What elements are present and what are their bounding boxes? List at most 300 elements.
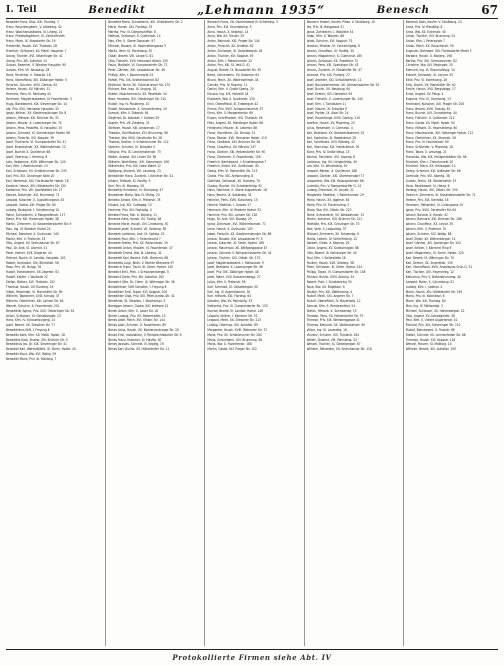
directory-entry: Emil, Oberoffizial, III. Erdbergstr. 42 — [207, 101, 259, 106]
directory-columns — [6, 20, 498, 646]
directory-entry: Josef, Kellner, I. Kärntner Ring 9 — [405, 246, 452, 251]
directory-entry: Wilhelmine, Priv. XIX. Hohe Warte 12 — [108, 164, 161, 169]
directory-entry: Christine, Ww. XIII. Maxingstr. 20 — [405, 63, 453, 68]
directory-entry: Ernst, Angest. XV. Pelzg. 4 — [405, 92, 444, 97]
directory-entry: Karl, Schriftsetz. XVII. Rötzerg. 42 — [306, 140, 355, 145]
directory-entry: Johann, Schmied, XI. Simmeringer Hptstr. 96 — [6, 130, 70, 135]
page-title: „Lehmann 1935“ — [197, 3, 326, 17]
directory-entry: Sophie, Priv. VII. Zieglerg. 31 — [108, 121, 150, 126]
directory-entry: Ernst, Kfm. V. Margaretenstr. 69 — [207, 111, 253, 116]
directory-entry: Isidor, Kfm. II. Taborstr. 88 — [306, 34, 345, 39]
directory-entry: Friedrich, Bankbeamt. I. Schottengasse 7 — [207, 159, 267, 164]
directory-entry: Klara, Priv. IV. Große Neug. 15 — [306, 149, 350, 154]
directory-entry: Benedikts Alois, Eisenb. XXI. Brünner Str. 3 — [6, 337, 68, 342]
directory-entry: Benediktiner, Stift Schotten, I. Freyung 6 — [108, 284, 167, 289]
directory-entry: Wilhelm, Oberlehrer, XIII. Lainzer Str. 64 — [6, 299, 64, 304]
directory-entry: Richard, Buchh. III. Landstr. Hauptstr. 101 — [6, 255, 66, 260]
directory-entry: Vinzenz, Schuhm. XVI. Thaliastr. 164 — [306, 332, 360, 337]
directory-entry: Oskar, Angest. XV. Goldschlagstr. 88 — [306, 246, 359, 251]
directory-entry: Friedrich, Kfm. I. Fleischmarkt 20 — [405, 159, 454, 164]
directory-entry: Gisela, Priv. XIX. Armbrusterg. 8 — [207, 174, 254, 178]
directory-entry: Richard, Bez.-Insp. III. Ungarg. 18 — [108, 87, 157, 92]
directory-entry: Ladislaus, Ing. XII. Längenfeldg. 49 — [306, 159, 357, 164]
directory-entry: Johann, Kutscher, XI. Simm. Hptstr. 188 — [207, 241, 264, 246]
directory-entry: Katharina, Priv. V. Siebenbrunneng. 40 — [405, 275, 461, 280]
directory-entry: Gustav, Buchdr. VII. Schottenfeldg. 92 — [207, 183, 262, 188]
directory-entry: Eduard, Schlosser, XI. Lorystr. 55 — [405, 72, 454, 77]
directory-entry: Martha, Priv. III. Dampfschiffstr. 8 — [108, 29, 156, 34]
directory-entry: Bertha, Priv. XIX. Gymnasiumstr. 62 — [405, 58, 457, 63]
directory-entry: Benedikter Olga, Priv. XIX. Peter-Jordan-Str. 41 — [108, 294, 175, 299]
directory-entry: Josef, Gärtner, XIII. Speisinger Str. 104 — [405, 241, 461, 246]
directory-entry: Daniel, Kfm. II. Große Sperlg. 20 — [207, 87, 254, 92]
directory-entry: Samuel, Kfm. II. Rembrandtstr. 24 — [306, 303, 356, 308]
directory-entry: Jakob, Fleischh. XX. Klosterneuburger Str. 88 — [207, 231, 272, 236]
directory-entry: Anton, Schlosser, XI. Geiselbergstr. 18 — [207, 48, 263, 53]
directory-entry: Franz, Waschanstaltsbes. III. Linkeg. 14 — [6, 29, 63, 34]
directory-entry: Benes Franz, Kutscher, XI. Hauffg. 40 — [108, 337, 162, 342]
directory-entry: Friedrich, Mech. XX. Hellwagstr. 12 — [405, 164, 456, 169]
directory-entry: Anton, Bahnarb. XXI. Prager Str. 144 — [207, 39, 260, 44]
directory-entry: Peter, Gärtner, XXI. Leopoldauer Str. 46 — [108, 68, 165, 73]
directory-entry: Anton, Priv. XIII. St. Veit-G. 41 — [207, 63, 250, 68]
directory-entry: Ludwig, Drechsler, XI. Lorystr. 21 — [306, 188, 354, 193]
directory-entry: Johann, Maurer, X. Laxenburger Str. 74 — [6, 121, 62, 126]
directory-entry: Valentin, Schuhm. XI. Enkplatz 4 — [108, 145, 155, 150]
directory-entry: Michael, Schlosser, XII. Hohenbergstr. 22 — [405, 308, 465, 313]
directory-entry: Karl, Schlosser, XII. Schönbrunner Str. 233 — [6, 169, 67, 174]
directory-entry: Benecke Marie, Haush. XVI. Lindauerg. 30 — [108, 222, 169, 227]
directory-entry: Rudolf, Mech. XXI. Angerer Str. 7 — [306, 294, 354, 299]
directory-entry: Martin, Kutscher, XXI. Brünner Str. 121 — [306, 217, 363, 222]
directory-entry: August, Beamt. IX. Nussdorfer Str. 30 — [207, 68, 261, 73]
directory-entry: Barbara, Haush. X. Keplerg. 198 — [405, 53, 452, 58]
directory-entry: Benedikter Maria, Ww. IV. Mühlg. 20 — [108, 193, 160, 198]
directory-entry: Franz, Chauffeur, XV. Märzstr. 147 — [207, 145, 256, 150]
directory-entry: Heinrich, Schuhm. XVIII. Gentzg. 62 — [6, 82, 58, 87]
directory-entry: Benedikt Maria, Schneiderin, XIII. Hütteldorfer Str. 2 — [108, 20, 183, 24]
directory-entry: Ferdinand, Kutscher, XXI. Prager Str. 200 — [405, 101, 465, 106]
directory-entry: Benes Jaroslav, Schneid. III. Kegelg. 19 — [108, 342, 164, 347]
directory-entry: Friederike, Haush. XVI. Thaliastr. 28 — [6, 44, 57, 49]
directory-entry: Josef, Fleischh. X. Laxenburger Str. 140 — [306, 97, 363, 101]
directory-entry: Benedikt Klara, Ww. XVI. Wattg. 59 — [6, 352, 57, 357]
directory-entry: Josef, Maurer, XI. Enkplatz 9 — [306, 106, 347, 111]
directory-entry: Stefan, Schneid. VII. Lerchenfelder Str. 88 — [405, 332, 466, 337]
directory-entry: Maria, Ww. XVI. Ottakr. Str. 223 — [306, 207, 352, 212]
directory-entry: Mathilde, Priv. XIX. Grinzinger Str. 70 — [306, 222, 360, 227]
directory-entry: Rosa, Priv. VII. Burgg. 78 — [6, 265, 42, 270]
directory-entry: Franz, Fleischh. X. Quellenstr. 212 — [405, 116, 455, 121]
directory-entry: Therese, Priv. XIX. Weinberggasse 41 — [306, 318, 360, 323]
directory-entry: Robert, Maschinenschl. XX. Pasettistr. 44 — [108, 92, 167, 97]
directory-entry: Karl, Bahnbed. XX. Nordwestbahnstr. 19 — [306, 130, 365, 135]
directory-entry: Benedikter Emil, Tapez. XVI. Koppstr. 100 — [108, 289, 168, 294]
directory-entry: Johann, Schlosser, XX. Pasettistr. 72 — [306, 58, 359, 63]
directory-entry: Franz, Oberlehrer, XX. Denisg. 31 — [207, 130, 256, 135]
directory-entry: Viktoria, Priv. IX. Liechtensteinstr. 73 — [108, 149, 161, 154]
directory-entry: Max, Ing. IV. Wiedner Gürtel 24 — [6, 226, 51, 231]
directory-entry: Irene, Haush. X. Gudrunstr. 103 — [207, 226, 253, 231]
directory-entry: Benediktiner-Stift, I. Freyung 6 — [6, 328, 50, 332]
directory-entry: Hedwig, Haush. XVI. Ottakr. Str. 250 — [405, 188, 458, 193]
part-label: I. Teil — [6, 5, 37, 15]
directory-entry: Ignaz, Kellner, XX. Klosterneuburger Str. 8 — [6, 111, 67, 116]
directory-entry: Josef, Oberinsp. I. Herreng. 6 — [6, 154, 48, 159]
directory-entry: Leopold, Gärtner, XXI. Stammersdorf 77 — [306, 174, 365, 178]
directory-entry: Anton, Mech. XX. Rauscherstr. 50 — [405, 44, 454, 49]
page-number: 67 — [481, 3, 498, 17]
directory-entry: Julius, Kfm. II. Praterstr. 56 — [207, 279, 246, 284]
directory-entry: Camilla, Priv. IV. Rainerg. 11 — [207, 82, 248, 87]
page-header — [6, 2, 498, 19]
directory-entry: Marie, Priv. XIII. Hietzinger Hptstr. 38 — [6, 217, 59, 222]
directory-entry: Benedict Emil, Prok. I. Schwarzenbergpl. 5 — [108, 270, 169, 275]
directory-entry: Julie, Hebamme, XVIII. Währinger Str. 120 — [6, 159, 66, 164]
directory-entry: Johann, Chauffeur, XX. Leystr. 55 — [405, 222, 454, 227]
directory-entry: Jakob, Schuhm. XVI. Koppstr. 75 — [306, 39, 353, 44]
directory-entry: Anna, Haush. X. Keplerpl. 14 — [207, 29, 249, 34]
directory-entry: Benesch Franz, Sb. Gemeinderat IV. Schelleing. 3 — [207, 20, 278, 24]
directory-entry: Josef, Bahnbed. X. Laxenburger Str. 96 — [207, 265, 263, 270]
directory-entry: Eugenie, Priv. IX. Garnisong. 13 — [405, 97, 451, 101]
directory-entry: Margarete, Haush. XVIII. Weimarer Str. 72 — [207, 328, 268, 332]
directory-entry: Johann, Bahnarb. XXI. Brünner Str. 188 — [405, 217, 462, 222]
directory-entry: Ferdinand, Maurer, XI. Leberstr. 88 — [207, 125, 257, 130]
column-4 — [304, 20, 399, 646]
directory-entry: Karoline, Ww. XV. Reindorfg. 33 — [207, 299, 253, 304]
directory-entry: Wilhelm, Tapezierer, XVIII. Kreuzg. 37 — [6, 294, 60, 299]
directory-entry: Maria, Priv. XII. Schönbrunner Str. 280 — [207, 332, 262, 337]
directory-entry: Elise, Priv. VI. Esterhazyg. 26 — [405, 77, 448, 82]
directory-entry: Benes Alois, Schuhm. X. Favoritenstr. 89 — [108, 323, 166, 328]
directory-entry: Oskar, Beamt. VIII. Lange G. 61 — [108, 53, 154, 58]
directory-entry: Franz, Friedhofsgärtner, XI. Zentralfriedh. — [6, 34, 66, 39]
directory-entry: Benesch Hubert, Kaufm. Pläze. V. Straßburg. 10 — [306, 20, 375, 24]
directory-entry: Anton, Fleischh. XII. Arndtstr. 62 — [207, 44, 254, 49]
directory-entry: Franz, Priv. IV. Favoritenstr. 60 — [405, 140, 449, 145]
directory-entry: Paul, Kfm. II. Untere Augartenstr. 41 — [405, 318, 458, 323]
directory-entry: Anton, Tischler, XVI. Koppstr. 59 — [207, 53, 254, 58]
directory-entry: Norbert, Elektr. X. Keplerg. 26 — [306, 241, 350, 246]
directory-entry: Reinhold, Techn. XII. Schönbrunner Str. 270 — [108, 82, 171, 87]
directory-entry: Georg, Kfm. VI. Mariahilfer Str. 115 — [207, 169, 258, 174]
directory-entry: Benecke Hans, Konstr. XII. Tivolig. 48 — [108, 217, 162, 222]
directory-entry: Karl, Schmied, XI. Geiselbergstr. 50 — [207, 284, 258, 289]
directory-entry: Theodor, Pens. XII. Hetzendorfer Str. 70 — [306, 313, 364, 318]
directory-entry: Anna, Priv. IV. Rienößlg. 8 — [405, 24, 443, 29]
directory-entry: Franz, Oberlehrer, XX. Stromstr. 26 — [405, 135, 456, 140]
directory-entry: Josef, Beamt. XX. Dresdner Str. 77 — [6, 323, 56, 328]
directory-entry: Max, Kfm. II. Obere Donaustr. 97 — [108, 39, 155, 44]
directory-entry: Konrad, Drechsler, XVI. Brunneng. 71 — [6, 193, 60, 198]
directory-entry: Martin, Zimmerm. XI. Kaiserebersdorfer Str. 9 — [6, 222, 72, 227]
directory-entry: Josef, Buchh. VII. Neubaug. 64 — [306, 87, 350, 92]
directory-entry: Richard, Buchb. XVIII. Antong. 34 — [306, 275, 355, 280]
column-3 — [204, 20, 299, 646]
directory-entry: Rudolf, Kaufm. I. Wollzeile 22 — [6, 275, 48, 280]
directory-entry: Leopold, Mech. XX. Dresdner Str. 113 — [207, 318, 261, 323]
directory-entry: Rosa, Ww. XX. Brigittapl. 9 — [306, 284, 345, 289]
column-5 — [403, 20, 498, 646]
directory-entry: Josef, Kfm. I. Tuchlauben 11 — [306, 101, 347, 106]
directory-entry: Gertrude, Priv. VIII. Albertg. 38 — [405, 174, 450, 178]
directory-entry: Paul, Kfm. I. Seilerstätte 16 — [306, 255, 346, 260]
directory-entry: Josef, Priv. XIX. Döblinger Hptstr. 48 — [207, 270, 259, 275]
directory-entry: Georg, Schmied, XXI. Jedleseer Str. 66 — [405, 169, 461, 174]
directory-entry: Benedek Josef, Schneid. VII. Seideng. 38 — [108, 226, 167, 231]
directory-entry: Wenzel, Maurer, XI. Molitorg. 14 — [405, 342, 452, 347]
directory-entry: Georg, Tischler, XVI. Ottakringer Str. 41 — [6, 53, 63, 58]
directory-entry: Ludwig, Kfm. I. Judenpl. 4 — [405, 284, 443, 289]
directory-entry: Maria, Priv. IX. Pulverturmg. 5 — [306, 202, 350, 207]
directory-entry: Maria, Priv. III. Kolonitzpl. 6 — [405, 294, 445, 299]
directory-entry: Johann, Fleischh. XVI. Koppstr. 39 — [6, 135, 54, 140]
directory-entry: Thomas, Kellner, V. Schönbrunner Str. 112 — [108, 140, 169, 145]
directory-entry: Marie, Haush. XXI. Floridsg. 33 — [108, 24, 153, 29]
directory-entry: Otto, Angest. XV. Schweglerstr. 36 — [405, 313, 455, 318]
directory-entry: Hans, Kfm. IV. Schaumburgerg. 14 — [6, 318, 56, 323]
directory-entry: Heinrich, Pens. XVIII. Kutscherg. 15 — [207, 198, 258, 203]
footer-note: Protokollierte Firmen siehe Abt. IV — [172, 652, 332, 662]
directory-entry: Wenzel, Tischler, XI. Geiselbergstr. 67 — [306, 342, 361, 347]
directory-entry: Ludwig, Bankprok. I. Schottenring 10 — [6, 207, 59, 212]
directory-entry: Hans, Techniker, II. Taborstr. 18 — [6, 72, 51, 77]
directory-entry: Emilie, Haush. XVII. Bergsteigg. 17 — [405, 87, 456, 92]
directory-entry: Rudolf, Oberoffizial, IV. Mayerhofg. 12 — [306, 299, 361, 304]
directory-entry: Josefine, Haush. XV. Pilgerimg. 23 — [306, 121, 355, 126]
directory-entry: Paul, Dr. Arzt, IX. Alserstr. 41 — [6, 246, 48, 251]
directory-entry: Josef, Bauunternehmer, XII. Altmannsdorfer Str. 52 — [306, 82, 380, 87]
directory-entry: Ida, Priv. XVII. Hernalser Hauptstr. 52 — [6, 106, 60, 111]
directory-entry: Leopold, Maler, X. Columbusg. 52 — [405, 279, 455, 284]
directory-entry: Karl, Werkmstr. XXI. Floridsdorfer Hptstr. 18 — [6, 178, 69, 183]
directory-entry: Walter, Angest. XIV. Linzer Str. 38 — [108, 154, 157, 159]
directory-entry: Johann, Schuhm. XVI. Wattg. 88 — [405, 231, 452, 236]
directory-entry: Hermine, Priv. XIII. Fasholdg. 4 — [108, 207, 152, 212]
directory-entry: Karl, Beamt. IX. Währinger Str. 70 — [405, 255, 455, 260]
directory-entry: Rudolf, Bahnbeamt. X. Sonnleithnerg. 29 — [108, 106, 167, 111]
directory-entry: Gustav, Kfm. VII. Neubaug. 28 — [6, 68, 50, 73]
directory-entry: Franz, Straßenb. XXI. Brünner Str. 58 — [207, 140, 261, 145]
directory-entry: Emma, Priv. XVIII. Schopenhauerstr. 57 — [207, 106, 264, 111]
directory-entry: Franz, Rauchfangkehr., V. Arbeiterg. 42 — [6, 24, 62, 29]
directory-entry: Max, Vertr. II. Leopoldsg. 37 — [306, 226, 347, 231]
directory-entry: Karoline, Haush. XIV. Hütteldorfer Str. 150 — [6, 183, 67, 188]
directory-entry: Maria, Schneiderin, XVI. Brunneng. 48 — [207, 337, 263, 342]
directory-entry: Julius, Reisender, II. Czerninpl. 4 — [306, 125, 353, 130]
directory-entry: Leopold, Kellner, I. Kärntner Str. 51 — [207, 313, 258, 318]
directory-entry: Gottfried, Schlosser, XII. Ruckerg. 70 — [207, 178, 260, 183]
directory-entry: Benes Karl, Buchb. XV. Hütteldorfer Str. 11 — [108, 347, 170, 352]
column-1 — [6, 20, 101, 646]
directory-entry: Marie, Schneiderin, VII. Westbahnstr. 13 — [306, 212, 364, 217]
directory-entry: Leopold, Gastw. XXI. Prager Str. 60 — [6, 202, 56, 207]
directory-entry: Edmund, Ing. III. Rasumofskyg. 14 — [405, 68, 455, 73]
directory-entry: Marie, Schneiderin, V. Margaretenstr. 117 — [6, 212, 66, 217]
directory-entry: Otto, Angest. XV. Sechshauser Str. 87 — [6, 241, 60, 246]
directory-entry: Benedetti Karl, Beamt. XVIII. Martinstr. 88 — [108, 255, 169, 260]
directory-entry: Philipp, Tapez. VI. Gumpendorfer Str. 158 — [306, 270, 366, 275]
directory-entry: Johanna, Priv. XIX. Pyrkerg. 27 — [306, 72, 350, 77]
directory-entry: Hermann, Reisender, VI. Liniengasse 19 — [405, 202, 464, 207]
directory-entry: Johann, Bauarb. XXI. Leopoldauer Pl. 5 — [207, 236, 263, 241]
directory-entry: Benedetto Luigi, Bildh. V. Rechte Wienzeile 97 — [108, 260, 175, 265]
directory-entry: Johann, Bauarb. X. Raxstr. 42 — [405, 212, 448, 217]
directory-entry: Franz, Buchdr. XVI. Grundsteing. 44 — [405, 111, 457, 116]
directory-entry: Josef, Rauchfangk. XVIII. Gentzg. 110 — [306, 116, 360, 121]
directory-entry: Michael, Zimmerm. XII. Schwenkg. 6 — [306, 231, 359, 236]
directory-entry: Benedikter Agnes, Priv. XVII. Ottakringer Str. 92 — [6, 308, 75, 313]
directory-entry: Benes Anna, Haush. XX. Klosterneuburger Str. 20 — [108, 328, 179, 332]
directory-entry: Walter, Student, VIII. Piaristeng. 43 — [306, 337, 357, 342]
directory-entry: Benegger Johann, Gastw. XXI. Jedlesee 12 — [108, 303, 169, 308]
directory-entry: Benedikt Alois, Kfm. XII. Meidl. Hptstr. 18 — [6, 332, 65, 337]
directory-entry: Franz, Maurerpolier, XIII. Hietzinger Hptstr. 112 — [405, 130, 474, 135]
directory-entry: Robert, Kontrollor, XIX. Billrothstr. 56 — [6, 260, 59, 265]
directory-entry: Richard, Priv. XIX. Sieveringer Str. 110 — [405, 323, 461, 328]
directory-entry: Hans, Bankbeamt. III. Hetzg. 6 — [405, 183, 450, 188]
directory-entry: Hans, Beamt. IX. Sobieskig. 34 — [207, 193, 252, 198]
directory-entry: Jaroslav, Musiker, III. Sechskrügelg. 8 — [306, 44, 360, 49]
directory-entry: Johann, Pens. Postoffiz. III. Hauptstr. 33 — [6, 125, 62, 130]
directory-entry: Franz, Hilfsarb. XI. Hasenleiteng. 60 — [405, 125, 458, 130]
directory-entry: Benedetti Emma, Ww. III. Löweng. 41 — [108, 251, 162, 255]
directory-entry: Franz, Zimmerm. X. Favoritenstr. 156 — [207, 154, 261, 159]
directory-entry: Hans, Fabrikant, II. Obere Augartenstr. 18 — [207, 188, 267, 193]
directory-entry: Eduard, Ing. XIX. Hofzeile 18 — [207, 92, 249, 97]
directory-entry: Wilhelm, Beamt. XIII. Auhofstr. 190 — [405, 347, 456, 352]
directory-entry: Rafael, Priv. XIX. Krottenbachstr. 82 — [108, 77, 160, 82]
directory-entry: Benedix Arnold, Kfm. II. Praterstr. 78 — [108, 198, 161, 203]
directory-entry: Benedikt Franz, Disp. XXI. Floridsg. 3 — [6, 20, 59, 24]
directory-entry: Franz, Gastw. XII. Meidl. Hptstr. 90 — [405, 121, 455, 126]
directory-entry: Emil, Buchh. VII. Mariahilfer Str. 62 — [405, 82, 456, 87]
directory-entry: Friedrich, Schlosser, XII. Meidl. Hauptstr. 7 — [6, 48, 67, 53]
directory-entry: Ida, Priv. IX. Berggasse 31 — [306, 24, 344, 29]
directory-entry: Hugo, Bankbeamt. XIX. Sieveringer Str. 14 — [6, 101, 67, 106]
directory-entry: Josef, Arbeiter, XXI. Schloßhoferstr. 11 — [306, 77, 362, 82]
directory-entry: Johann, Zuckerb. VI. Mariahilfer Str. 47 — [306, 68, 362, 73]
directory-entry: Benedikt Karl, Werkstättenl. XI. Simm. Hptstr. 40 — [6, 347, 76, 352]
directory-entry: Georg, Priv. XIII. Auhofstr. 12 — [6, 58, 48, 63]
directory-entry: Josef, Eisenbahner, XX. Wallensteinstr. 12 — [6, 145, 66, 150]
directory-entry: Johann, Chauffeur, XI. Hauffg. 30 — [306, 48, 354, 53]
directory-entry: Johann, Tischler, XVI. Ottakr. Str. 170 — [207, 255, 261, 260]
directory-entry: Elisabeth, Ww. X. Quellenstr. 130 — [207, 97, 255, 101]
directory-entry: Theodor, Schriftsetzer, XVI. Brunneng. 96 — [108, 130, 168, 135]
directory-entry: Josef, Elektr. XII. Wienerbergstr. 14 — [405, 236, 456, 241]
directory-entry: Leo, Kfm. VI. Windmühlg. 30 — [306, 164, 348, 169]
directory-entry: Wolfgang, Student, VIII. Laudong. 23 — [108, 169, 161, 174]
directory-entry: Viktor, Ing. IX. Lazarettg. 16 — [306, 328, 347, 332]
directory-entry: Hugo, Dr. Arzt, VIII. Skodag. 29 — [207, 217, 252, 222]
directory-entry: Franz, Mech. IX. Nussdorfer Str. 19 — [6, 39, 56, 44]
directory-entry: Ignaz, Zahntechn. I. Wollzeile 34 — [306, 29, 354, 34]
directory-entry: Hermann, Magistratsbeamt. IV. Favoritenstr. 3 — [6, 97, 72, 101]
directory-entry: Paula, Modistin, VI. Gumpendorfer Str. 72 — [108, 63, 168, 68]
directory-entry: Anton, Kfm. I. Rotenturmstr. 22 — [207, 58, 252, 63]
directory-entry: Franz, Schneider, V. Pilgramg. 18 — [405, 145, 453, 150]
directory-entry: Robert, Prok. I. Schottenring 30 — [306, 279, 352, 284]
directory-entry: Gustav, Beamter, V. Wiedner Hauptstr. 90 — [6, 63, 66, 68]
directory-entry: Benediktus Jos. Dr. XIX. Sieveringer Str. 41 — [6, 342, 67, 347]
directory-entry: Felix, Angest. XII. Meidlinger Hptstr. 66 — [207, 121, 264, 126]
directory-entry: Johann, Kfm. II. Praterstr. 70 — [405, 226, 447, 231]
directory-entry: Karl, Ober-Insp. XIX. Hartäckerstr. 30 — [306, 145, 360, 150]
directory-entry: Rudolf, Elektrotechn. XX. Jägerstr. 61 — [6, 270, 59, 275]
directory-entry: Karl, Priv. XIX. Grinzinger Allee 20 — [6, 174, 55, 178]
directory-entry: Wilhelm, Werkführer, XXI. Siemensstr. 106 — [108, 159, 169, 164]
directory-entry: Johann, Magazineur, X. Gudrunstr. 160 — [306, 53, 362, 58]
directory-entry: Helene, Haush. XV. Märzstr. 11 — [6, 87, 50, 92]
directory-entry: Johann, Pens. XIII. Speisinger Str. 43 — [306, 63, 359, 68]
directory-entry: Karl, Oberoffizial, XVIII. Anastasius-Grün-G. 31 — [405, 265, 473, 270]
directory-entry: Benedikt Marie, Priv. XI. Molitorg. 7 — [6, 356, 57, 361]
directory-entry: Benefiziat, St. Stephan, I. Stephanspl. 3 — [108, 299, 166, 304]
directory-entry: Moritz, Lederh. IV. Schleifmühlg. 22 — [306, 236, 358, 241]
directory-entry: Johann, Hilfsarb. XI. Hauffg. 9 — [108, 178, 151, 183]
directory-entry: Friedrich, Elektr. XVI. Gallitzinstr. 40 — [207, 164, 259, 169]
directory-entry: Franz, Gärtner, XIII. Hetzendorfer Str. 90 — [207, 149, 266, 154]
directory-entry: Michael, Bauarb. XI. Hasenleitengasse 3 — [108, 44, 166, 49]
directory-entry: Josef, Maler, XVII. Kalvarienbergg. 27 — [207, 275, 261, 280]
directory-entry: Wenzel, Schuhm. X. Favoritenstr. 201 — [6, 303, 60, 308]
directory-entry: Karl, Dreher, XX. Engerthstr. 150 — [405, 260, 453, 265]
directory-entry: Anna, Ww. XX. Treustr. 29 — [207, 34, 244, 39]
directory-entry: Benesch Alois, Kaufm. V. Straßburg. 10 — [405, 20, 462, 24]
left-guide-word: Benedikt — [88, 4, 146, 16]
directory-entry: Eduard, Ing. XIX. Cottageg. 15 — [108, 202, 152, 207]
directory-entry: Anna, Ww. XII. Eichenstr. 40 — [405, 29, 446, 34]
right-guide-word: Benesch — [376, 4, 430, 16]
directory-entry: Stefanie, Haush. XIII. Amalienstr. 17 — [108, 125, 160, 130]
directory-entry: Therese, Ww. XVIII. Gersthofer Str. 28 — [108, 135, 162, 140]
directory-entry: Theresia, Haush. XVI. Koppstr. 118 — [405, 337, 456, 342]
directory-entry: Eugen, Schriftsetzer, XVI. Thaliastr. 46 — [207, 116, 263, 121]
directory-entry: Ludmilla, Priv. V. Ramperstorffer G. 14 — [306, 183, 362, 188]
directory-entry: Karl, Kontrollor, III. Radetzkystr. 26 — [306, 135, 357, 140]
directory-entry: Berta, Schneiderin, VII. Kaiserstr. 64 — [207, 72, 260, 77]
directory-entry: Helene, Priv. XIX. Kreindlg. 16 — [405, 198, 449, 203]
directory-entry: Franz, Bäcker, XVII. Hernalser Hptstr. 119 — [207, 135, 267, 140]
directory-entry: Rudolf, Bahnbeamt. X. Troststr. 68 — [405, 328, 455, 332]
directory-entry: Moritz, Kfm. II. Praterstr. 33 — [6, 236, 46, 241]
directory-entry: Stefan, Bäcker, XVI. Thaliastr. 102 — [6, 279, 55, 284]
directory-entry: Benes Emil, Installateur, V. Reinprechtsdorfer Str. 9 — [108, 332, 182, 337]
directory-entry: Moritz, Vertr. IX. Porzellang. 52 — [108, 48, 153, 53]
directory-entry: Anna, Priv. XVI. Grundsteing. 9 — [207, 24, 252, 29]
directory-entry: Hermine, Pens. III. Rennweg 44 — [6, 92, 51, 97]
directory-entry: Thomas, Bahnarb. XX. Wallensteinstr. 90 — [306, 323, 366, 328]
directory-entry: Wilhelm, Reisender, XV. Sechshauser Str. 118 — [306, 347, 372, 352]
directory-entry: Josef, Magistratsbeamt. I. Rathausstr. 9 — [207, 260, 264, 265]
directory-entry: Johann, Maurerpol. XII. Wolfganggasse 33 — [207, 246, 268, 251]
directory-entry: Konrad, Tischlerm. XVI. Yppeng. 8 — [306, 154, 356, 159]
directory-entry: Maria, Ww. X. Favoritenstr. 188 — [207, 342, 252, 347]
directory-entry: Peter, Schlosser, XI. Simm. Hptstr. 244 — [306, 265, 362, 270]
directory-entry: Leopoldine, Ww. XIII. Fasangartenstr. 66 — [306, 178, 364, 183]
directory-entry: Karl, Ing. IV. Argentinierstr. 30 — [207, 289, 251, 294]
directory-entry: Leopold, Bäcker, X. Quellenstr. 188 — [306, 169, 357, 174]
directory-entry: Rosa, Hausbes. XVI. Ottakringer Str. 210 — [108, 97, 167, 101]
directory-entry: Josef, Dreher, XVI. Herbststr. 99 — [306, 92, 353, 97]
column-2 — [105, 20, 200, 646]
directory-entry: Peter, Hafner, XVII. Jörgerstr. 44 — [6, 251, 52, 255]
directory-entry: Stefan, Hilfsarb. X. Sonnwendg. 15 — [306, 308, 357, 313]
directory-entry: Augustin, Bahnbed. XXI. Floridsdorfer Markt 3 — [405, 48, 472, 53]
directory-entry: Samuel, Kfm. II. Taborstr. 64 — [108, 111, 149, 116]
